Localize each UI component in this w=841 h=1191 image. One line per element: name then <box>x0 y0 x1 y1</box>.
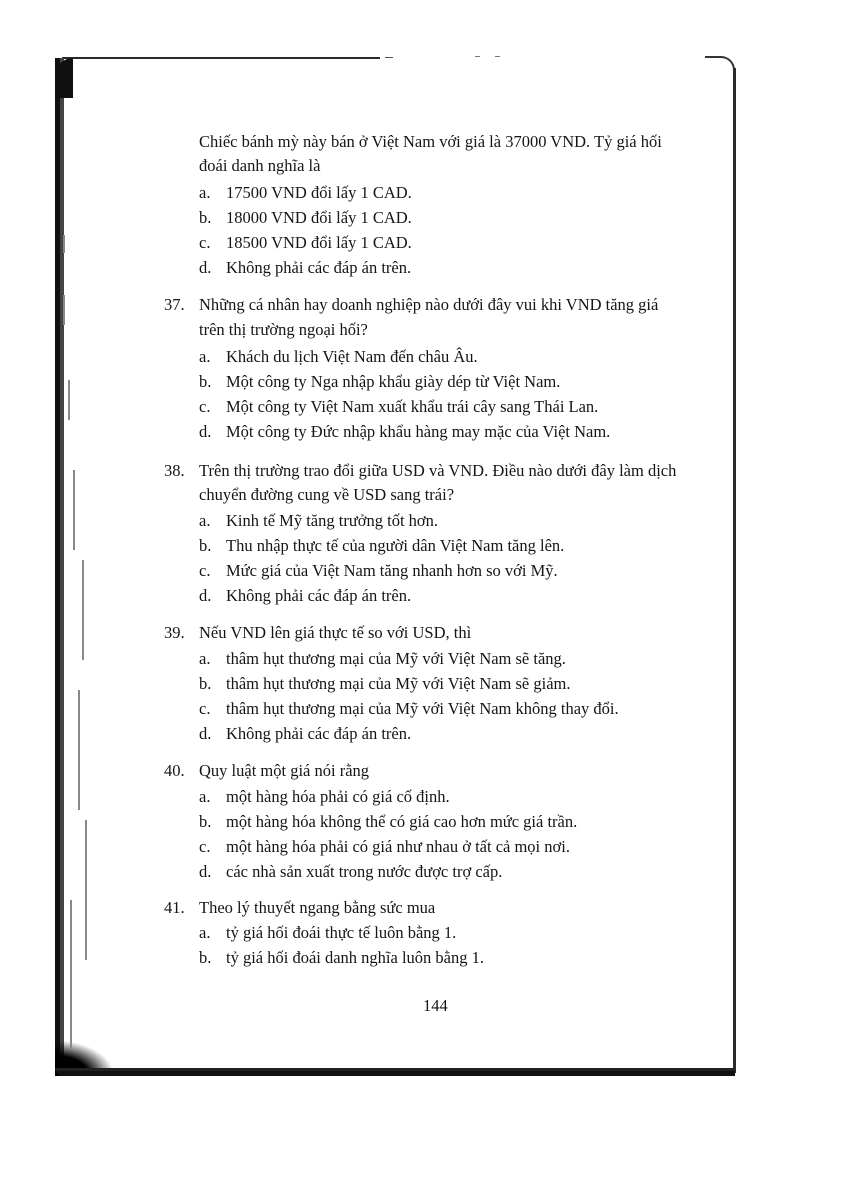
scan-edge-top <box>62 57 380 59</box>
scan-edge-mark <box>475 56 480 57</box>
scan-speck <box>85 820 87 960</box>
question-text: Nếu VND lên giá thực tế so với USD, thì <box>199 623 472 642</box>
option-text: Một công ty Đức nhập khẩu hàng may mặc của Việt Nam. <box>226 422 611 441</box>
option-text: Không phải các đáp án trên. <box>226 586 412 605</box>
option-text: thâm hụt thương mại của Mỹ với Việt Nam sẽ giảm. <box>226 674 571 693</box>
option-letter: b. <box>199 812 212 831</box>
option-letter: a. <box>199 347 211 366</box>
option-text: Một công ty Việt Nam xuất khẩu trái cây sang Thái Lan. <box>226 397 599 416</box>
option-letter: c. <box>199 837 211 856</box>
scan-speck <box>73 470 75 550</box>
scan-speck <box>70 900 72 1050</box>
option-letter: a. <box>199 511 211 530</box>
option-text: Khách du lịch Việt Nam đến châu Âu. <box>226 347 478 366</box>
option-text: Không phải các đáp án trên. <box>226 724 412 743</box>
option-letter: c. <box>199 561 211 580</box>
option-text: tỷ giá hối đoái danh nghĩa luôn bằng 1. <box>226 948 484 967</box>
scan-edge-corner <box>705 56 735 72</box>
option-text: Thu nhập thực tế của người dân Việt Nam tăng lên. <box>226 536 565 555</box>
option-text: Một công ty Nga nhập khẩu giày dép từ Việt Nam. <box>226 372 561 391</box>
question-text: Trên thị trường trao đổi giữa USD và VND. Điều nào dưới đây làm dịch <box>199 461 677 480</box>
question-text: Theo lý thuyết ngang bằng sức mua <box>199 898 436 917</box>
option-letter: a. <box>199 923 211 942</box>
scan-speck <box>63 295 65 325</box>
option-text: thâm hụt thương mại của Mỹ với Việt Nam không thay đổi. <box>226 699 619 718</box>
question-text: đoái danh nghĩa là <box>199 156 321 175</box>
question-text: trên thị trường ngoại hối? <box>199 320 368 339</box>
scan-speck <box>68 380 70 420</box>
option-text: 17500 VND đổi lấy 1 CAD. <box>226 183 412 202</box>
option-letter: a. <box>199 649 211 668</box>
scan-speck <box>63 235 65 253</box>
option-letter: b. <box>199 948 212 967</box>
option-text: 18000 VND đổi lấy 1 CAD. <box>226 208 412 227</box>
page-number: 144 <box>423 996 448 1015</box>
option-letter: d. <box>199 258 212 277</box>
option-text: thâm hụt thương mại của Mỹ với Việt Nam sẽ tăng. <box>226 649 566 668</box>
question-text: chuyển đường cung về USD sang trái? <box>199 485 455 504</box>
question-text: Chiếc bánh mỳ này bán ở Việt Nam với giá là 37000 VND. Tỷ giá hối <box>199 132 662 151</box>
scan-edge-mark <box>495 56 500 57</box>
option-letter: d. <box>199 586 212 605</box>
question-number: 37. <box>164 295 185 314</box>
option-text: 18500 VND đổi lấy 1 CAD. <box>226 233 412 252</box>
option-letter: d. <box>199 862 212 881</box>
question-number: 38. <box>164 461 185 480</box>
scan-edge-right <box>733 68 736 1073</box>
option-letter: c. <box>199 699 211 718</box>
option-text: Kinh tế Mỹ tăng trưởng tốt hơn. <box>226 511 439 530</box>
question-number: 39. <box>164 623 185 642</box>
option-letter: c. <box>199 233 211 252</box>
option-text: các nhà sản xuất trong nước được trợ cấp. <box>226 862 503 881</box>
option-text: Không phải các đáp án trên. <box>226 258 412 277</box>
option-letter: b. <box>199 536 212 555</box>
scan-edge-mark <box>385 57 393 58</box>
option-letter: c. <box>199 397 211 416</box>
scan-speck <box>78 690 80 810</box>
option-text: một hàng hóa phải có giá như nhau ở tất cả mọi nơi. <box>226 837 570 856</box>
option-text: một hàng hóa phải có giá cố định. <box>226 787 450 806</box>
question-number: 40. <box>164 761 185 780</box>
scan-speck <box>82 560 84 660</box>
option-letter: d. <box>199 724 212 743</box>
option-letter: a. <box>199 787 211 806</box>
option-letter: b. <box>199 208 212 227</box>
option-letter: b. <box>199 372 212 391</box>
question-text: Quy luật một giá nói rằng <box>199 761 370 780</box>
option-text: tỷ giá hối đoái thực tế luôn bằng 1. <box>226 923 457 942</box>
question-number: 41. <box>164 898 185 917</box>
option-letter: a. <box>199 183 211 202</box>
scan-edge-left <box>55 58 64 1076</box>
scan-edge-bottom <box>55 1068 735 1076</box>
option-letter: d. <box>199 422 212 441</box>
option-text: một hàng hóa không thể có giá cao hơn mức giá trần. <box>226 812 578 831</box>
option-letter: b. <box>199 674 212 693</box>
question-text: Những cá nhân hay doanh nghiệp nào dưới đây vui khi VND tăng giá <box>199 295 659 314</box>
option-text: Mức giá của Việt Nam tăng nhanh hơn so với Mỹ. <box>226 561 558 580</box>
